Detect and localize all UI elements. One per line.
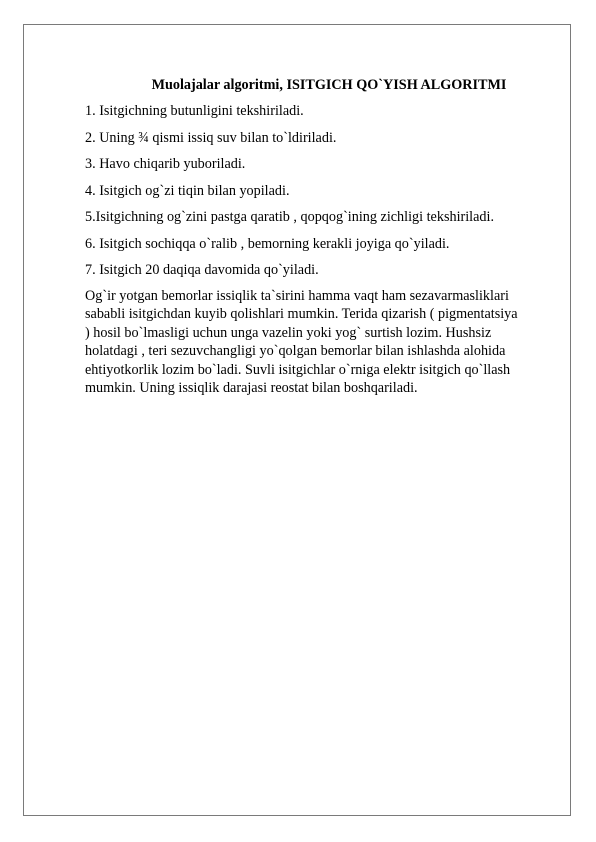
step-item-3: 3. Havo chiqarib yuboriladi. <box>85 156 246 172</box>
step-item-7: 7. Isitgich 20 daqiqa davomida qo`yiladi. <box>85 262 319 278</box>
step-item-1: 1. Isitgichning butunligini tekshiriladi. <box>85 103 304 119</box>
step-item-5: 5.Isitgichning og`zini pastga qaratib , qopqog`ining zichligi tekshiriladi. <box>85 209 494 225</box>
document-title: Muolajalar algoritmi, ISITGICH QO`YISH ALGORITMI <box>151 77 507 93</box>
document-content <box>85 74 555 398</box>
step-item-6: 6. Isitgich sochiqqa o`ralib , bemorning kerakli joyiga qo`yiladi. <box>85 235 450 252</box>
step-item-4: 4. Isitgich og`zi tiqin bilan yopiladi. <box>85 182 290 199</box>
body-paragraph: Og`ir yotgan bemorlar issiqlik ta`sirini hamma vaqt ham sezavarmasliklari sababli isitgichdan kuyib qolishlari mumkin. Terida qizarish ( pigmentatsiya ) hosil bo`lmasligi uchun unga vazelin yoki yog` surtish lozim. Hushsiz holatdagi , teri sezuvchangligi yo`qolgan bemorlar bilan ishlashda alohida ehtiyotkorlik lozim bo`ladi. Suvli isitgichlar o`rniga elektr isitgich qo`llash mumkin. Uning issiqlik darajasi reostat bilan boshqariladi. <box>85 287 518 396</box>
step-item-2: 2. Uning ¾ qismi issiq suv bilan to`ldiriladi. <box>85 129 337 146</box>
